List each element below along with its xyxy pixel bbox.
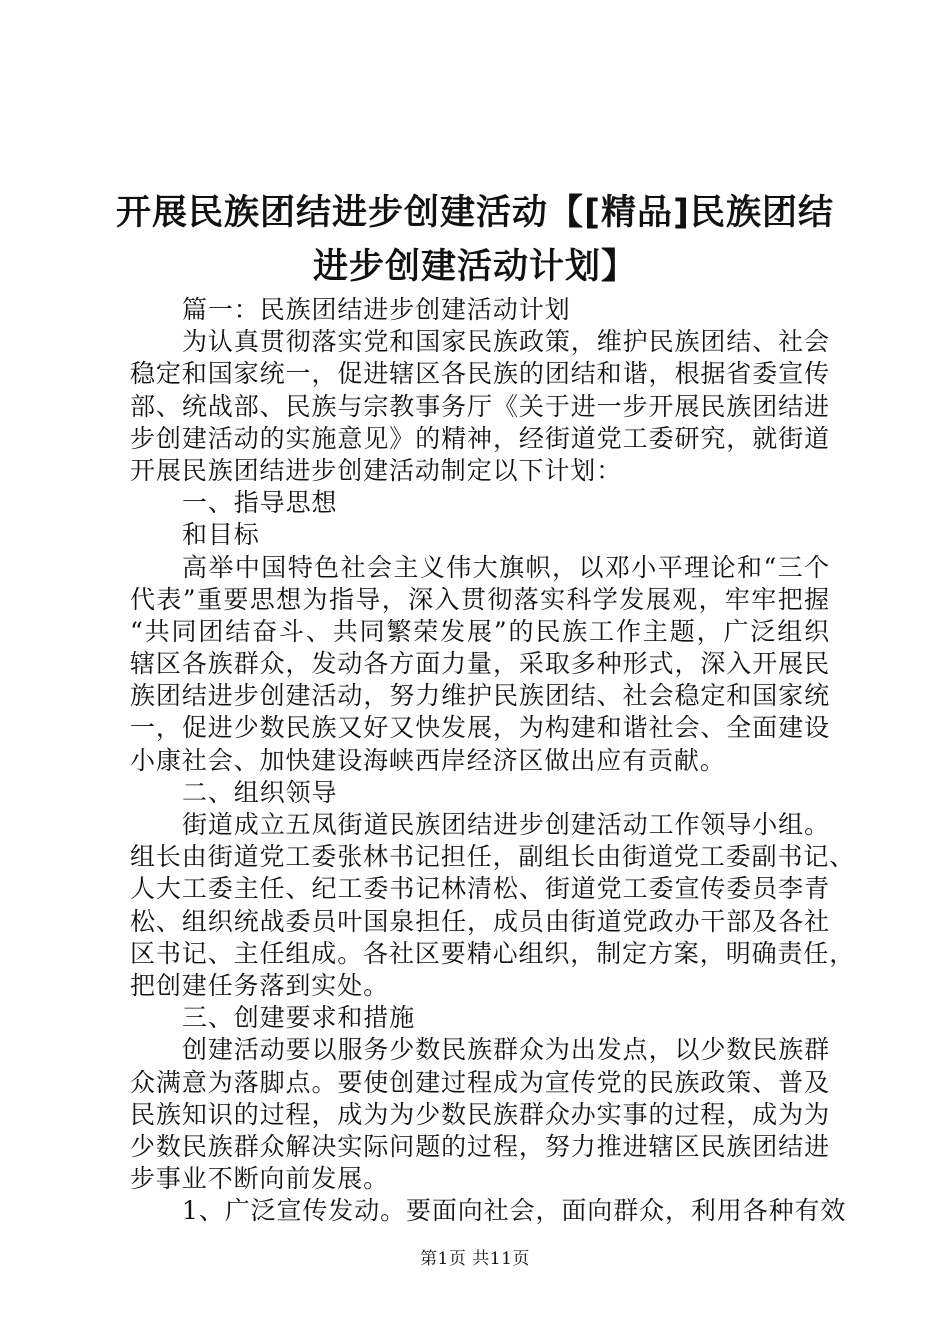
text-line: 步事业不断向前发展。 <box>130 1164 390 1194</box>
text-line: 稳定和国家统一，促进辖区各民族的团结和谐，根据省委宣传 <box>130 359 830 389</box>
page-footer: 第1页 共11页 <box>420 1249 530 1269</box>
text-line: 和目标 <box>182 520 260 550</box>
text-line: 众满意为落脚点。要使创建过程成为宣传党的民族政策、普及 <box>130 1067 830 1097</box>
text-line: 开展民族团结进步创建活动制定以下计划： <box>130 455 623 485</box>
title-line-2: 进步创建活动计划】 <box>312 247 637 287</box>
text-line: 步创建活动的实施意见》的精神，经街道党工委研究，就街道 <box>130 423 830 453</box>
text-line: 一、指导思想 <box>182 488 338 518</box>
text-line: 创建活动要以服务少数民族群众为出发点，以少数民族群 <box>182 1035 830 1065</box>
title-line-1: 开展民族团结进步创建活动【[精品]民族团结 <box>116 193 834 233</box>
text-line: 人大工委主任、纪工委书记林清松、街道党工委宣传委员李青 <box>130 874 830 904</box>
text-line: 高举中国特色社会主义伟大旗帜，以邓小平理论和“三个 <box>182 552 830 582</box>
text-line: 二、组织领导 <box>182 777 338 807</box>
text-line: 1、广泛宣传发动。要面向社会，面向群众，利用各种有效 <box>182 1196 847 1226</box>
text-line: 松、组织统战委员叶国泉担任，成员由街道党政办干部及各社 <box>130 906 830 936</box>
text-line: 部、统战部、民族与宗教事务厅《关于进一步开展民族团结进 <box>130 391 830 421</box>
text-line: 把创建任务落到实处。 <box>130 970 390 1000</box>
text-line: 小康社会、加快建设海峡西岸经济区做出应有贡献。 <box>130 745 726 775</box>
text-line: 代表”重要思想为指导，深入贯彻落实科学发展观，牢牢把握 <box>130 584 830 614</box>
document-title <box>112 186 838 294</box>
text-line: 组长由街道党工委张林书记担任，副组长由街道党工委副书记、 <box>130 842 856 872</box>
text-line: 三、创建要求和措施 <box>182 1003 416 1033</box>
text-line: 少数民族群众解决实际问题的过程，努力推进辖区民族团结进 <box>130 1131 830 1161</box>
text-line: 街道成立五凤街道民族团结进步创建活动工作领导小组。 <box>182 810 830 839</box>
text-line: “共同团结奋斗、共同繁荣发展”的民族工作主题，广泛组织 <box>130 616 830 646</box>
text-line: 辖区各族群众，发动各方面力量，采取多种形式，深入开展民 <box>130 649 830 679</box>
text-line: 民族知识的过程，成为为少数民族群众办实事的过程，成为为 <box>130 1099 830 1129</box>
text-line: 为认真贯彻落实党和国家民族政策，维护民族团结、社会 <box>182 327 830 357</box>
text-line: 区书记、主任组成。各社区要精心组织，制定方案，明确责任， <box>130 938 856 968</box>
document-body <box>130 294 856 1227</box>
text-line: 篇一：民族团结进步创建活动计划 <box>182 295 571 324</box>
text-line: 一，促进少数民族又好又快发展，为构建和谐社会、全面建设 <box>130 713 830 743</box>
text-line: 族团结进步创建活动，努力维护民族团结、社会稳定和国家统 <box>130 681 830 711</box>
